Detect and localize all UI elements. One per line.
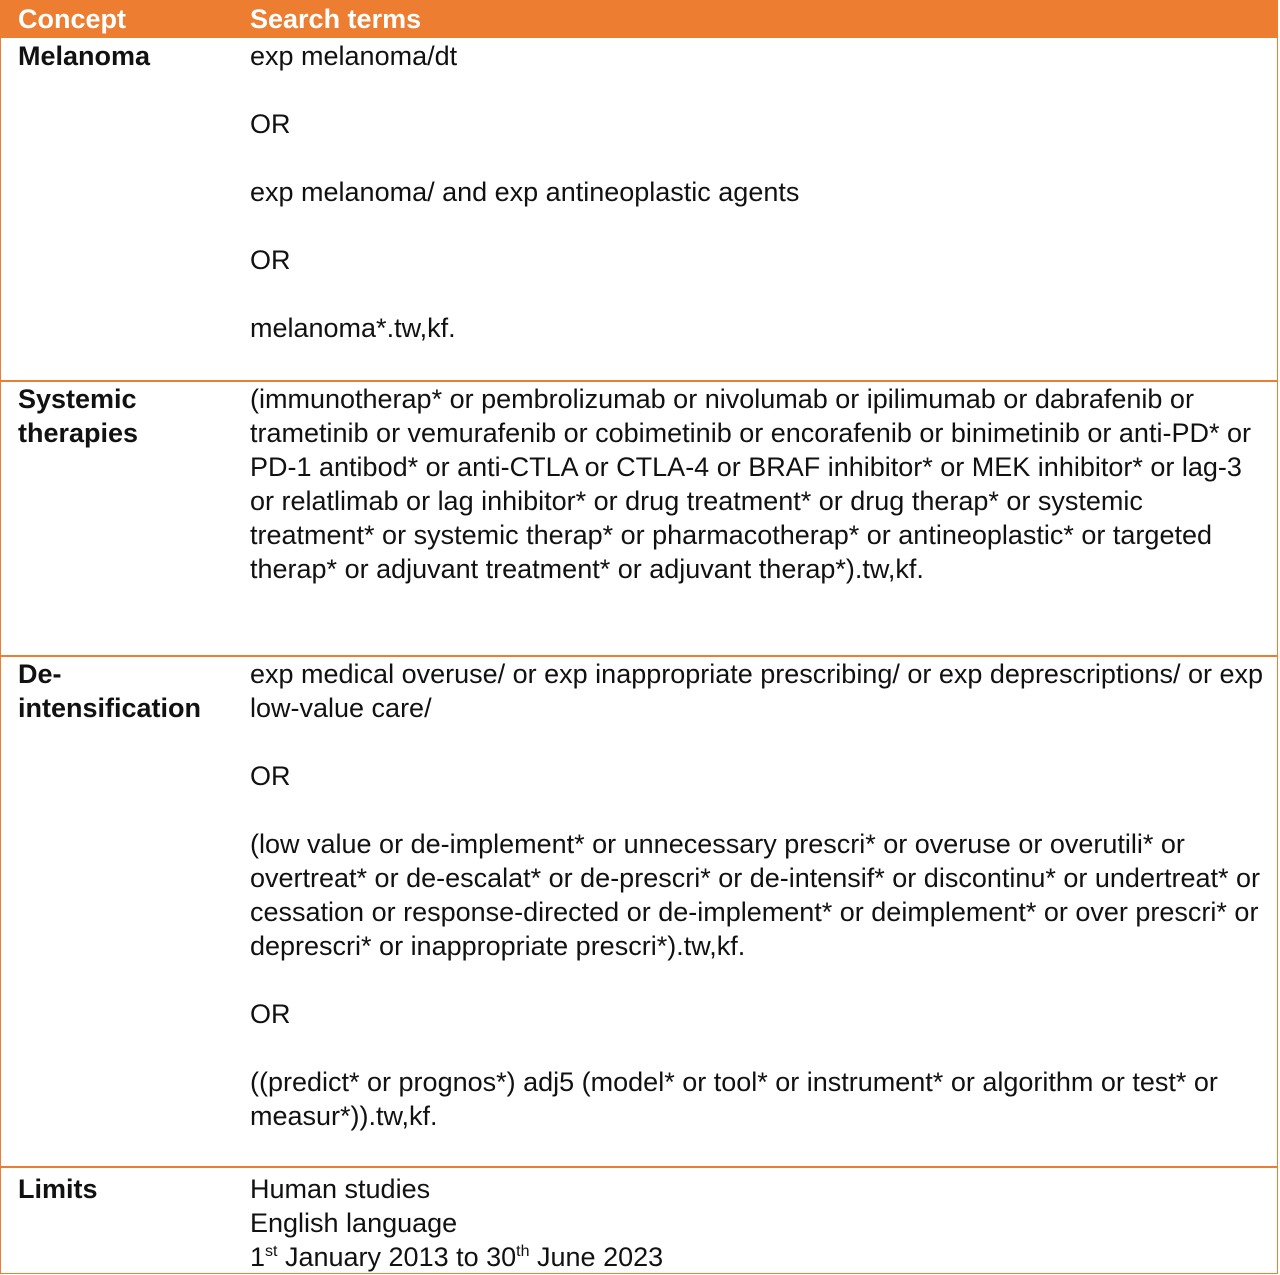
table-header <box>1 1 1277 38</box>
term-block: (immunotherap* or pembrolizumab or nivolumab or ipilimumab or dabrafenib or trametinib or vemurafenib or cobimetinib or encorafenib or binimetinib or anti-PD* or PD-1 antibod* or anti-CTLA or CTLA-4 or BRAF inhibitor* or MEK inhibitor* or lag-3 or relatlimab or lag inhibitor* or drug treatment* or drug therap* or systemic treatment* or systemic therap* or pharmacotherap* or antineoplastic* or targeted therap* or adjuvant treatment* or adjuvant therap*).tw,kf. <box>250 384 1251 584</box>
date-day-start: 1 <box>250 1242 266 1272</box>
table-row-limits <box>1 1166 1277 1274</box>
concept-line: Systemic <box>18 384 137 414</box>
terms-de-intensification <box>250 657 1270 1133</box>
concept-melanoma: Melanoma <box>18 41 151 71</box>
or-operator: OR <box>250 761 291 791</box>
terms-systemic-therapies <box>250 382 1270 586</box>
term-line: exp melanoma/ and exp antineoplastic agents <box>250 177 800 207</box>
terms-limits <box>250 1172 1270 1274</box>
term-line: melanoma*.tw,kf. <box>250 313 456 343</box>
concept-line: therapies <box>18 418 139 448</box>
header-concept: Concept <box>18 4 126 34</box>
table-row-systemic-therapies <box>1 380 1277 655</box>
concept-de-intensification <box>18 657 201 725</box>
concept-line: De- <box>18 659 62 689</box>
limit-date-range <box>250 1240 1270 1274</box>
header-search-terms: Search terms <box>250 4 422 34</box>
limit-human-studies: Human studies <box>250 1174 431 1204</box>
term-block: exp medical overuse/ or exp inappropriate prescribing/ or exp deprescriptions/ or exp low-value care/ <box>250 659 1264 723</box>
concept-limits: Limits <box>18 1174 98 1204</box>
limit-english-language: English language <box>250 1208 458 1238</box>
concept-systemic-therapies <box>18 382 138 450</box>
or-operator: OR <box>250 109 291 139</box>
or-operator: OR <box>250 245 291 275</box>
date-ordinal-end: th <box>516 1243 530 1260</box>
date-ordinal-start: st <box>265 1243 278 1260</box>
term-block: (low value or de-implement* or unnecessary prescri* or overuse or overutili* or overtreat* or de-escalat* or de-prescri* or de-intensif* or discontinu* or undertreat* or cessation or response-directed or de-implement* or deimplement* or over prescri* or deprescri* or inappropriate prescri*).tw,kf. <box>250 829 1260 961</box>
date-end: June 2023 <box>529 1242 664 1272</box>
terms-melanoma <box>250 39 1270 345</box>
concept-line: intensification <box>18 693 202 723</box>
table-row-melanoma <box>1 38 1277 380</box>
date-middle: January 2013 to 30 <box>277 1242 517 1272</box>
term-line: exp melanoma/dt <box>250 41 458 71</box>
or-operator: OR <box>250 999 291 1029</box>
table-row-de-intensification <box>1 655 1277 1166</box>
term-block: ((predict* or prognos*) adj5 (model* or tool* or instrument* or algorithm or test* or measur*)).tw,kf. <box>250 1067 1218 1131</box>
